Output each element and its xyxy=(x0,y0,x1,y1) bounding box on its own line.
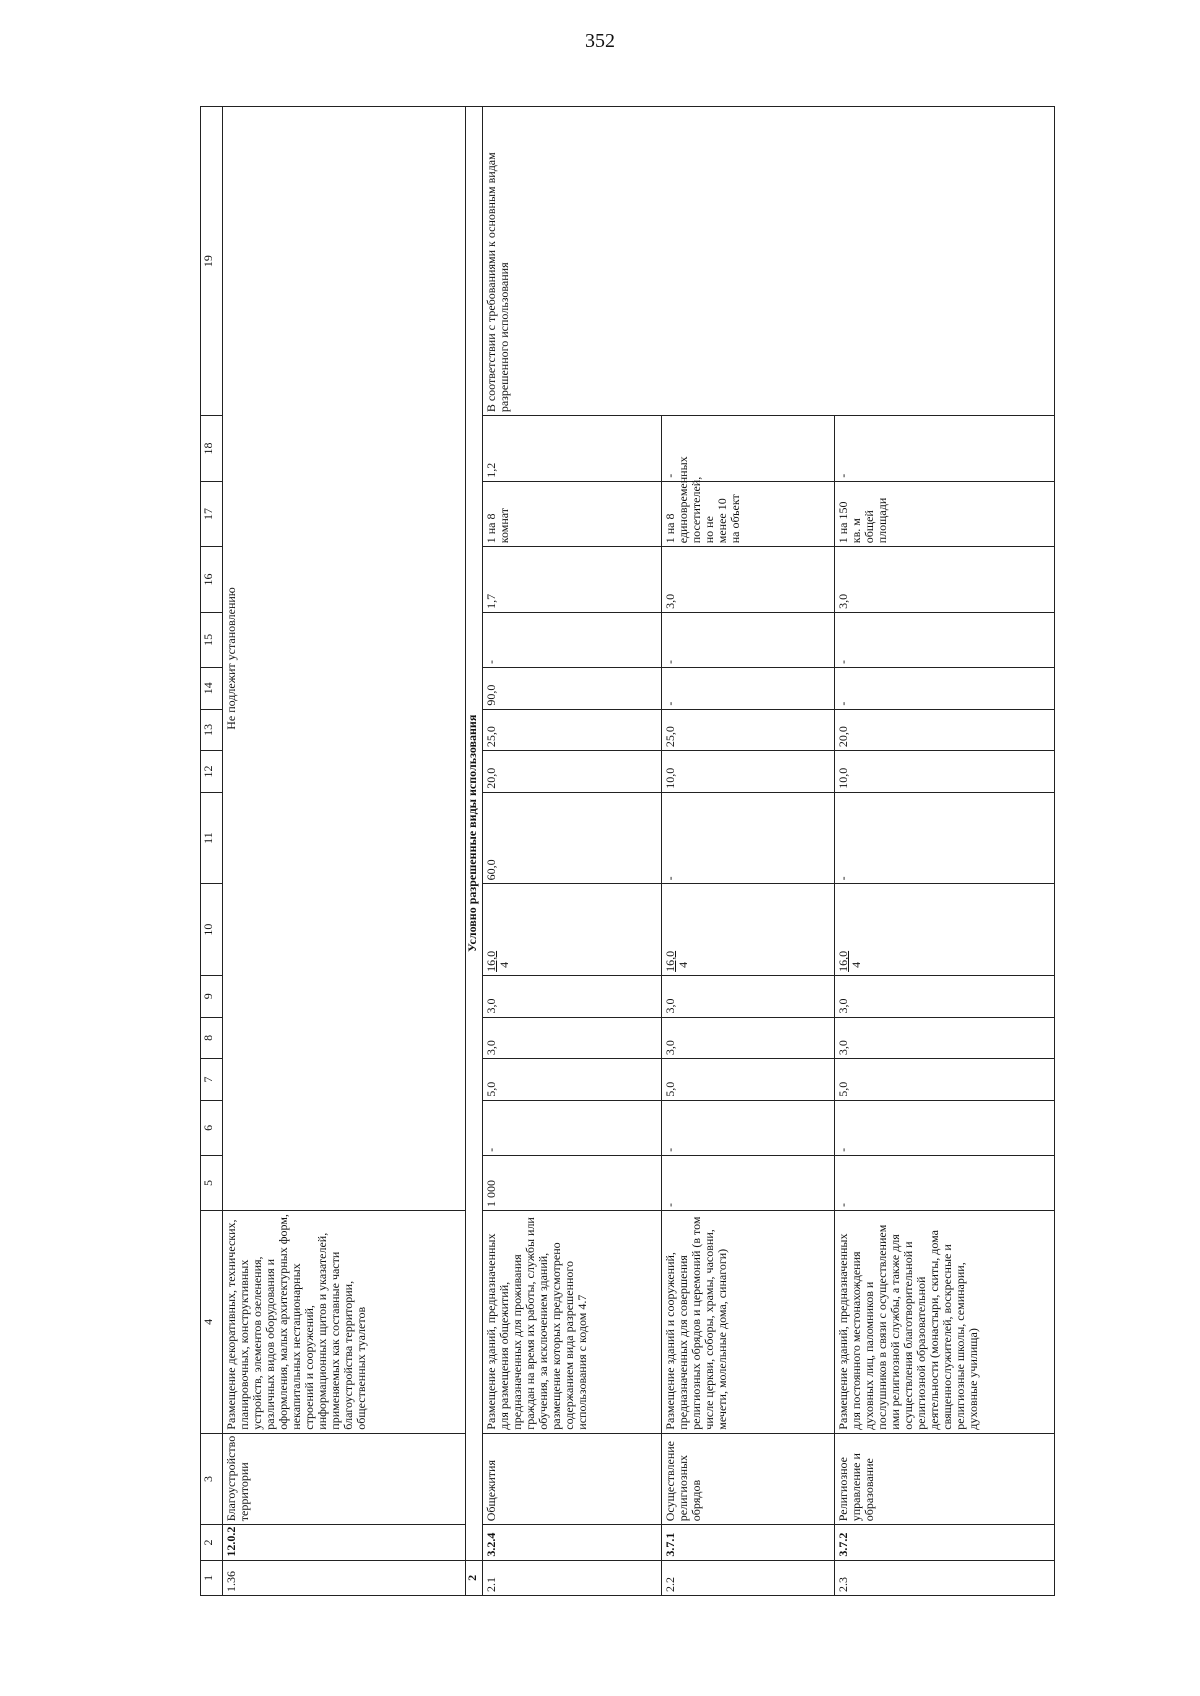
cell-value: 1,7 xyxy=(482,547,661,613)
use-description: Размещение декоративных, технических, планировочных, конструктивных устройств, элементов озеленения, различных видов оборудования и оформления, малых архитектурных форм, некапитальных нестационарных строений и сооружений, информационных щитов и указателей, применяемых как составные части благоустройства территории, общественных туалетов xyxy=(222,1211,465,1434)
col-header: 10 xyxy=(201,884,223,976)
cell-value: 1 на 8 комнат xyxy=(482,481,661,547)
fraction-denominator: 4 xyxy=(849,961,864,968)
cell-value: - xyxy=(662,612,835,667)
table-row xyxy=(482,107,661,1596)
col-header: 19 xyxy=(201,107,223,416)
col-header: 7 xyxy=(201,1059,223,1101)
cell-value: - xyxy=(835,1155,1055,1210)
cell-value: - xyxy=(482,1100,661,1155)
requirements-note: В соответствии с требованиями к основным видам разрешенного использования xyxy=(482,107,1054,416)
table-row xyxy=(222,107,465,1596)
cell-value: - xyxy=(835,612,1055,667)
cell-value: - xyxy=(662,1100,835,1155)
section-number: 2 xyxy=(465,1560,482,1595)
page-number: 352 xyxy=(585,30,615,52)
cell-value: 25,0 xyxy=(482,709,661,751)
use-name: Благоустройство территории xyxy=(222,1433,465,1525)
cell-value: 3,0 xyxy=(662,1017,835,1059)
section-row xyxy=(465,107,482,1596)
cell-fraction xyxy=(482,884,661,976)
not-applicable-note: Не подлежит установлению xyxy=(222,107,465,1211)
cell-value: 25,0 xyxy=(662,709,835,751)
col-header: 18 xyxy=(201,416,223,482)
cell-value: 3,0 xyxy=(835,1017,1055,1059)
use-code: 3.7.1 xyxy=(662,1525,835,1560)
row-number: 2.1 xyxy=(482,1560,661,1595)
cell-value: 1 000 xyxy=(482,1155,661,1210)
col-header: 3 xyxy=(201,1433,223,1525)
cell-value: - xyxy=(482,612,661,667)
cell-value: 3,0 xyxy=(835,547,1055,613)
col-header: 15 xyxy=(201,612,223,667)
fraction-numerator: 16,0 xyxy=(836,950,851,972)
cell-value: - xyxy=(662,416,835,482)
cell-fraction xyxy=(835,884,1055,976)
fraction-denominator: 4 xyxy=(496,961,511,968)
cell-value: 1 на 150 кв. м общей площади xyxy=(835,481,1055,547)
cell-value: 5,0 xyxy=(835,1059,1055,1101)
fraction-numerator: 16,0 xyxy=(483,950,498,972)
cell-value: - xyxy=(835,1100,1055,1155)
cell-value: - xyxy=(662,667,835,709)
cell-value: 10,0 xyxy=(662,751,835,793)
cell-value: 5,0 xyxy=(482,1059,661,1101)
cell-value: 20,0 xyxy=(835,709,1055,751)
cell-value: - xyxy=(835,667,1055,709)
cell-value: 3,0 xyxy=(835,975,1055,1017)
cell-value: - xyxy=(835,792,1055,884)
use-code: 3.2.4 xyxy=(482,1525,661,1560)
use-description: Размещение зданий, предназначенных для размещения общежитий, предназначенных для проживания граждан на время их работы, службы или обучения, за исключением зданий, размещение которых предусмотрено содержанием вида разрешенного использования с кодом 4.7 xyxy=(482,1211,661,1434)
cell-value: 3,0 xyxy=(482,975,661,1017)
cell-value: 1,2 xyxy=(482,416,661,482)
cell-value: 20,0 xyxy=(482,751,661,793)
rotated-table-wrapper xyxy=(200,106,1055,1596)
row-number: 1.36 xyxy=(222,1560,465,1595)
row-number: 2.2 xyxy=(662,1560,835,1595)
use-description: Размещение зданий и сооружений, предназначенных для совершения религиозных обрядов и церемоний (в том числе церкви, соборы, храмы, часовни, мечети, молельные дома, синагоги) xyxy=(662,1211,835,1434)
col-header: 11 xyxy=(201,792,223,884)
cell-value: 5,0 xyxy=(662,1059,835,1101)
col-header: 9 xyxy=(201,975,223,1017)
cell-value: 3,0 xyxy=(662,975,835,1017)
col-header: 8 xyxy=(201,1017,223,1059)
cell-value: 1 на 8 единовременных посетителей, но не менее 10 на объект xyxy=(662,481,835,547)
col-header: 12 xyxy=(201,751,223,793)
cell-value: 90,0 xyxy=(482,667,661,709)
cell-value: 3,0 xyxy=(662,547,835,613)
section-title: Условно разрешенные виды использования xyxy=(465,107,482,1561)
land-use-table xyxy=(200,106,1055,1596)
fraction-denominator: 4 xyxy=(676,961,691,968)
col-header: 2 xyxy=(201,1525,223,1560)
use-description: Размещение зданий, предназначенных для постоянного местонахождения духовных лиц, паломников и послушников в связи с осуществлением ими религиозной службы, а также для осуществления благотворительной и религиозной образовательной деятельности (монастыри, скиты, дома священнослужителей, воскресные и религиозные школы, семинарии, духовные училища) xyxy=(835,1211,1055,1434)
row-number: 2.3 xyxy=(835,1560,1055,1595)
cell-value: - xyxy=(835,416,1055,482)
header-row xyxy=(201,107,223,1596)
col-header: 13 xyxy=(201,709,223,751)
col-header: 17 xyxy=(201,481,223,547)
cell-value: 60,0 xyxy=(482,792,661,884)
cell-value: 10,0 xyxy=(835,751,1055,793)
cell-value: - xyxy=(662,1155,835,1210)
col-header: 14 xyxy=(201,667,223,709)
use-code: 3.7.2 xyxy=(835,1525,1055,1560)
cell-value: 3,0 xyxy=(482,1017,661,1059)
use-name: Общежития xyxy=(482,1433,661,1525)
use-code: 12.0.2 xyxy=(222,1525,465,1560)
col-header: 16 xyxy=(201,547,223,613)
col-header: 4 xyxy=(201,1211,223,1434)
use-name: Осуществление религиозных обрядов xyxy=(662,1433,835,1525)
cell-value: - xyxy=(662,792,835,884)
fraction-numerator: 16,0 xyxy=(663,950,678,972)
use-name: Религиозное управление и образование xyxy=(835,1433,1055,1525)
col-header: 1 xyxy=(201,1560,223,1595)
col-header: 5 xyxy=(201,1155,223,1210)
col-header: 6 xyxy=(201,1100,223,1155)
cell-fraction xyxy=(662,884,835,976)
